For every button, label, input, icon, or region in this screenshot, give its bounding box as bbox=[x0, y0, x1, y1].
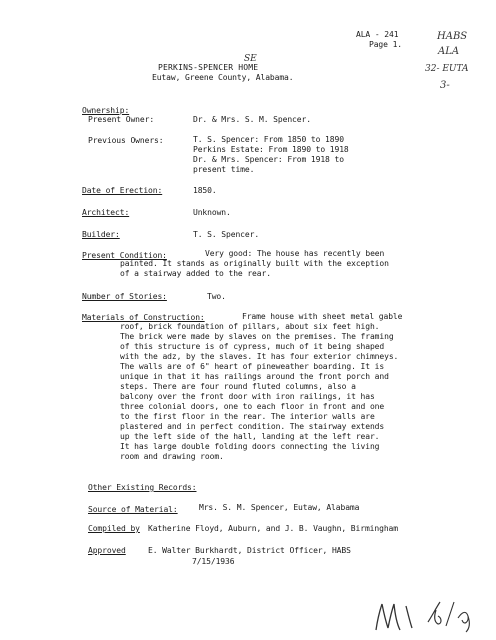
materials-line: three colonial doors, one to each floor in front and one bbox=[120, 402, 385, 411]
approved-date: 7/15/1936 bbox=[192, 557, 235, 566]
document-ref: ALA - 241 bbox=[356, 30, 399, 39]
materials-line: unique in that it has railings around the front porch and bbox=[120, 372, 389, 381]
previous-owner-line: Perkins Estate: From 1890 to 1918 bbox=[193, 145, 349, 154]
present-condition-line: Very good: The house has recently been bbox=[205, 249, 385, 258]
materials-line: up the left side of the hall, landing at the left rear. bbox=[120, 432, 380, 441]
builder-value: T. S. Spencer. bbox=[193, 230, 260, 239]
approved-label: Approved bbox=[88, 546, 126, 555]
present-condition-line: painted. It stands as originally built with the exception bbox=[120, 259, 389, 268]
present-owner-value: Dr. & Mrs. S. M. Spencer. bbox=[193, 115, 311, 124]
materials-label: Materials of Construction: bbox=[82, 313, 205, 322]
document-location: Eutaw, Greene County, Alabama. bbox=[152, 73, 294, 82]
compiled-value: Katherine Floyd, Auburn, and J. B. Vaughn, Birmingham bbox=[148, 524, 398, 533]
margin-note-county: 32- EUTA bbox=[425, 64, 469, 74]
materials-line: Frame house with sheet metal gable bbox=[242, 312, 403, 321]
source-value: Mrs. S. M. Spencer, Eutaw, Alabama bbox=[199, 503, 360, 512]
materials-line: steps. There are four round fluted columns, also a bbox=[120, 382, 356, 391]
materials-line: The brick were made by slaves on the premises. The framing bbox=[120, 332, 394, 341]
number-of-stories-value: Two. bbox=[207, 292, 226, 301]
architect-label: Architect: bbox=[82, 208, 130, 217]
margin-note-ala: ALA bbox=[438, 46, 460, 57]
margin-note-number: 3- bbox=[440, 80, 450, 91]
materials-line: plastered and in perfect condition. The stairway extends bbox=[120, 422, 385, 431]
other-records-label: Other Existing Records: bbox=[88, 483, 197, 492]
materials-line: It has large double folding doors connecting the living bbox=[120, 442, 380, 451]
date-of-erection-label: Date of Erection: bbox=[82, 186, 163, 195]
builder-label: Builder: bbox=[82, 230, 120, 239]
present-condition-line: of a stairway added to the rear. bbox=[120, 269, 271, 278]
materials-line: to the first floor in the rear. The interior walls are bbox=[120, 412, 375, 421]
materials-line: of this structure is of cypress, much of it being shaped bbox=[120, 342, 385, 351]
ownership-label: Ownership: bbox=[82, 106, 130, 115]
source-label: Source of Material: bbox=[88, 505, 178, 514]
materials-line: room and drawing room. bbox=[120, 452, 224, 461]
previous-owners-label: Previous Owners: bbox=[88, 136, 164, 145]
margin-note-habs: HABS bbox=[437, 31, 468, 42]
architect-value: Unknown. bbox=[193, 208, 231, 217]
number-of-stories-label: Number of Stories: bbox=[82, 292, 167, 301]
document-title: PERKINS-SPENCER HOME bbox=[158, 63, 259, 72]
compiled-label: Compiled by bbox=[88, 524, 140, 533]
previous-owner-line: present time. bbox=[193, 165, 255, 174]
previous-owner-line: T. S. Spencer: From 1850 to 1890 bbox=[193, 135, 344, 144]
handwritten-initials-signature bbox=[370, 596, 480, 636]
date-of-erection-value: 1850. bbox=[193, 186, 217, 195]
approved-value: E. Walter Burkhardt, District Officer, HABS bbox=[148, 546, 351, 555]
materials-line: The walls are of 6" heart of pineweather boarding. It is bbox=[120, 362, 385, 371]
materials-line: balcony over the front door with iron railings, it has bbox=[120, 392, 375, 401]
present-condition-label: Present Condition: bbox=[82, 251, 167, 260]
page-number: Page 1. bbox=[369, 40, 403, 49]
present-owner-label: Present Owner: bbox=[88, 115, 155, 124]
materials-line: roof, brick foundation of pillars, about six feet high. bbox=[120, 322, 380, 331]
title-handwritten-correction: SE bbox=[244, 54, 257, 64]
materials-line: with the adz, by the slaves. It has four exterior chimneys. bbox=[120, 352, 399, 361]
previous-owner-line: Dr. & Mrs. Spencer: From 1918 to bbox=[193, 155, 344, 164]
